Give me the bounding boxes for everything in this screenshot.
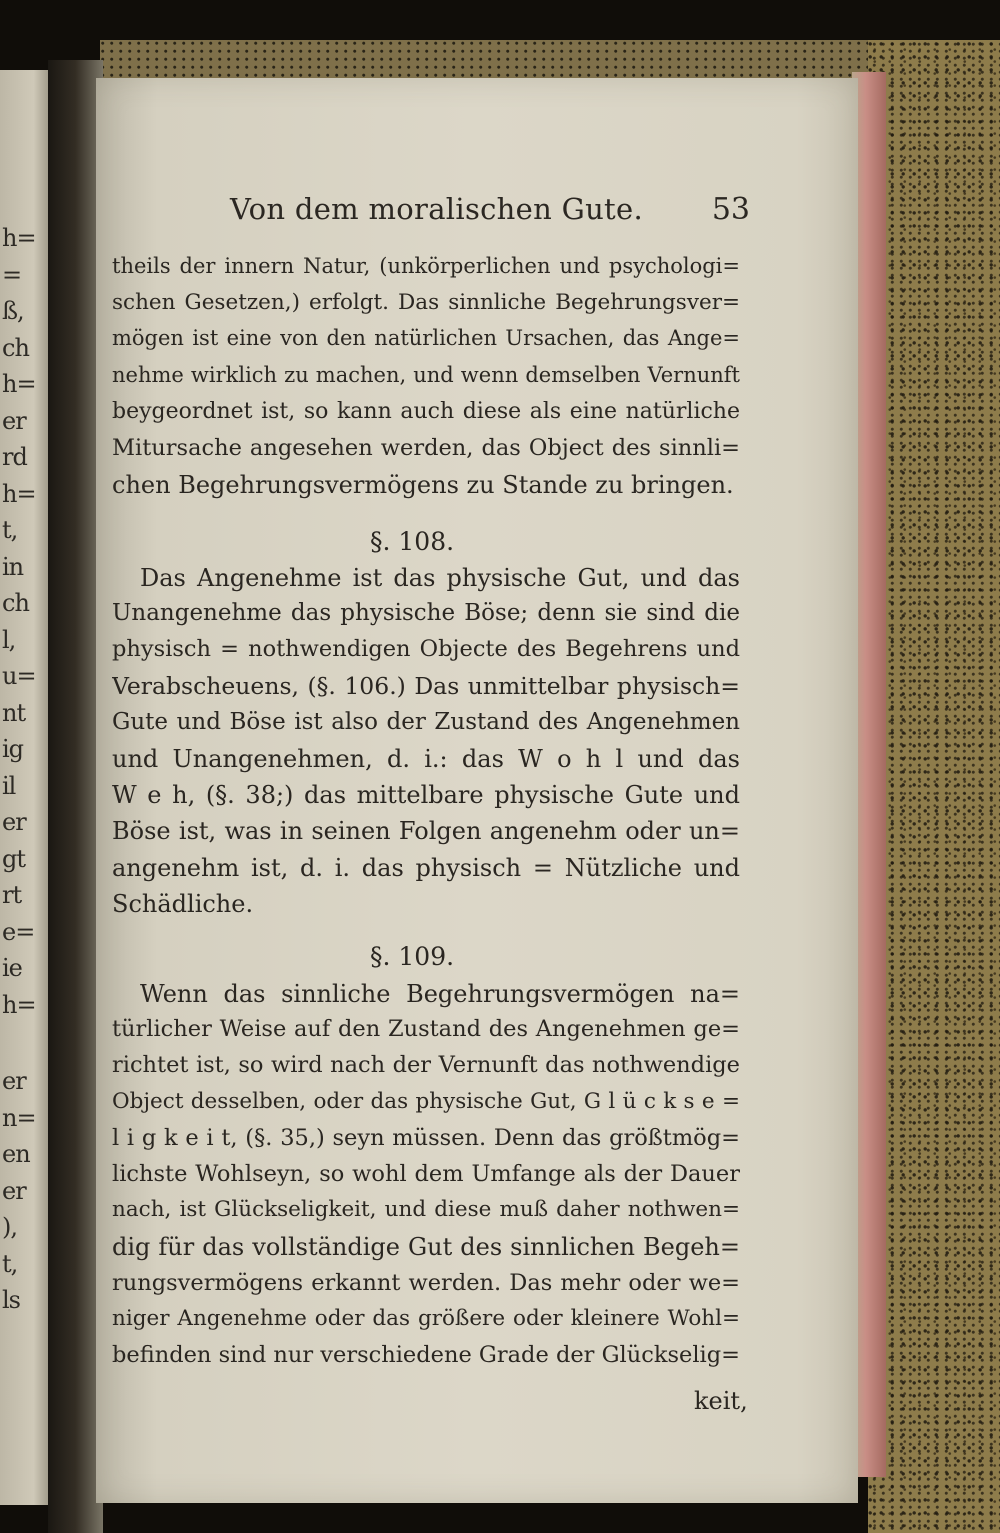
book-gutter (48, 60, 103, 1533)
left-page-fragment: il (2, 771, 16, 800)
left-page-fragment: ie (2, 954, 22, 982)
left-page-fragment: h= (2, 990, 36, 1019)
catchword: keit, (694, 1387, 748, 1415)
text-line: angenehm ist, d. i. das physisch = Nützliche und (112, 856, 740, 882)
left-page-fragment: h= (2, 224, 36, 252)
left-page-fragment: ch (2, 333, 29, 362)
left-page-fragment: h= (2, 370, 36, 398)
left-page-fragment: er (2, 406, 26, 435)
page-header (230, 192, 750, 236)
text-line: rungsvermögens erkannt werden. Das mehr oder we= (112, 1272, 740, 1296)
left-page (0, 70, 48, 1505)
left-page-fragment: er (2, 808, 26, 836)
text-line: Object desselben, oder das physische Gut, G l ü c k s e = (112, 1091, 740, 1114)
text-line: Mitursache angesehen werden, das Object des sinnli= (112, 437, 740, 461)
text-line: Unangenehme das physische Böse; denn sie sind die (112, 602, 740, 626)
text-line: beygeordnet ist, so kann auch diese als eine natürliche (112, 401, 740, 424)
text-line: niger Angenehme oder das größere oder kleinere Wohl= (112, 1308, 740, 1331)
left-page-fragment: ß, (2, 297, 24, 325)
left-page-fragment: gt (2, 844, 26, 873)
left-page-fragment: ls (2, 1286, 20, 1314)
left-page-fragment: ch (2, 589, 29, 617)
text-line: Gute und Böse ist also der Zustand des Angenehmen (112, 711, 740, 735)
text-line: Das Angenehme ist das physische Gut, und das (140, 566, 740, 592)
text-line: Böse ist, was in seinen Folgen angenehm oder un= (112, 819, 740, 845)
left-page-fragment: rd (2, 443, 27, 471)
text-line: Verabscheuens, (§. 106.) Das unmittelbar physisch= (112, 675, 740, 700)
left-page-fragment: = (2, 260, 22, 289)
text-line: chen Begehrungsvermögens zu Stande zu bringen. (112, 471, 734, 499)
text-line: nehme wirklich zu machen, und wenn demselben Vernunft (112, 365, 740, 387)
left-page-fragment: e= (2, 917, 35, 946)
text-line: Schädliche. (112, 890, 254, 918)
left-page-fragment: rt (2, 881, 22, 909)
left-page-fragment: en (2, 1140, 30, 1168)
text-line: l i g k e i t, (§. 35,) seyn müssen. Denn das größtmög= (112, 1127, 740, 1151)
text-line: befinden sind nur verschiedene Grade der Glückselig= (112, 1344, 740, 1368)
left-page-fragment: ), (2, 1213, 17, 1241)
text-line: theils der innern Natur, (unkörperlichen und psychologi= (112, 256, 740, 278)
left-page-fragment: h= (2, 479, 36, 508)
text-line: nach, ist Glückseligkeit, und diese muß daher nothwen= (112, 1199, 740, 1222)
section-heading: §. 109. (370, 942, 455, 971)
text-line: physisch = nothwendigen Objecte des Begehrens und (112, 638, 740, 662)
left-page-fragment: t, (2, 516, 18, 544)
page-number: 53 (711, 192, 750, 227)
left-page-fragment: n= (2, 1103, 36, 1132)
left-page-fragment: l, (2, 625, 16, 654)
left-page-fragment: er (2, 1176, 26, 1205)
text-line: W e h, (§. 38;) das mittelbare physische Gute und (112, 783, 740, 809)
book-cover-board (868, 40, 1000, 1533)
left-page-fragment: er (2, 1067, 26, 1095)
text-line: schen Gesetzen,) erfolgt. Das sinnliche Begehrungsver= (112, 292, 740, 315)
left-page-fragment: nt (2, 698, 26, 727)
text-line: mögen ist eine von den natürlichen Ursachen, das Ange= (112, 328, 740, 350)
text-line: lichste Wohlseyn, so wohl dem Umfange als der Dauer (112, 1163, 740, 1187)
left-page-fragment: ig (2, 735, 24, 763)
text-line: dig für das vollständige Gut des sinnlichen Begeh= (112, 1235, 740, 1261)
left-page-fragment: t, (2, 1249, 18, 1278)
text-line: richtet ist, so wird nach der Vernunft das nothwendige (112, 1054, 740, 1078)
left-page-fragment: u= (2, 662, 36, 690)
running-title: Von dem moralischen Gute. (230, 192, 643, 226)
text-line: und Unangenehmen, d. i.: das W o h l und das (112, 747, 740, 773)
section-heading: §. 108. (370, 527, 455, 556)
left-page-fragment: in (2, 552, 24, 581)
text-line: Wenn das sinnliche Begehrungsvermögen na= (140, 982, 740, 1008)
text-line: türlicher Weise auf den Zustand des Angenehmen ge= (112, 1018, 740, 1042)
